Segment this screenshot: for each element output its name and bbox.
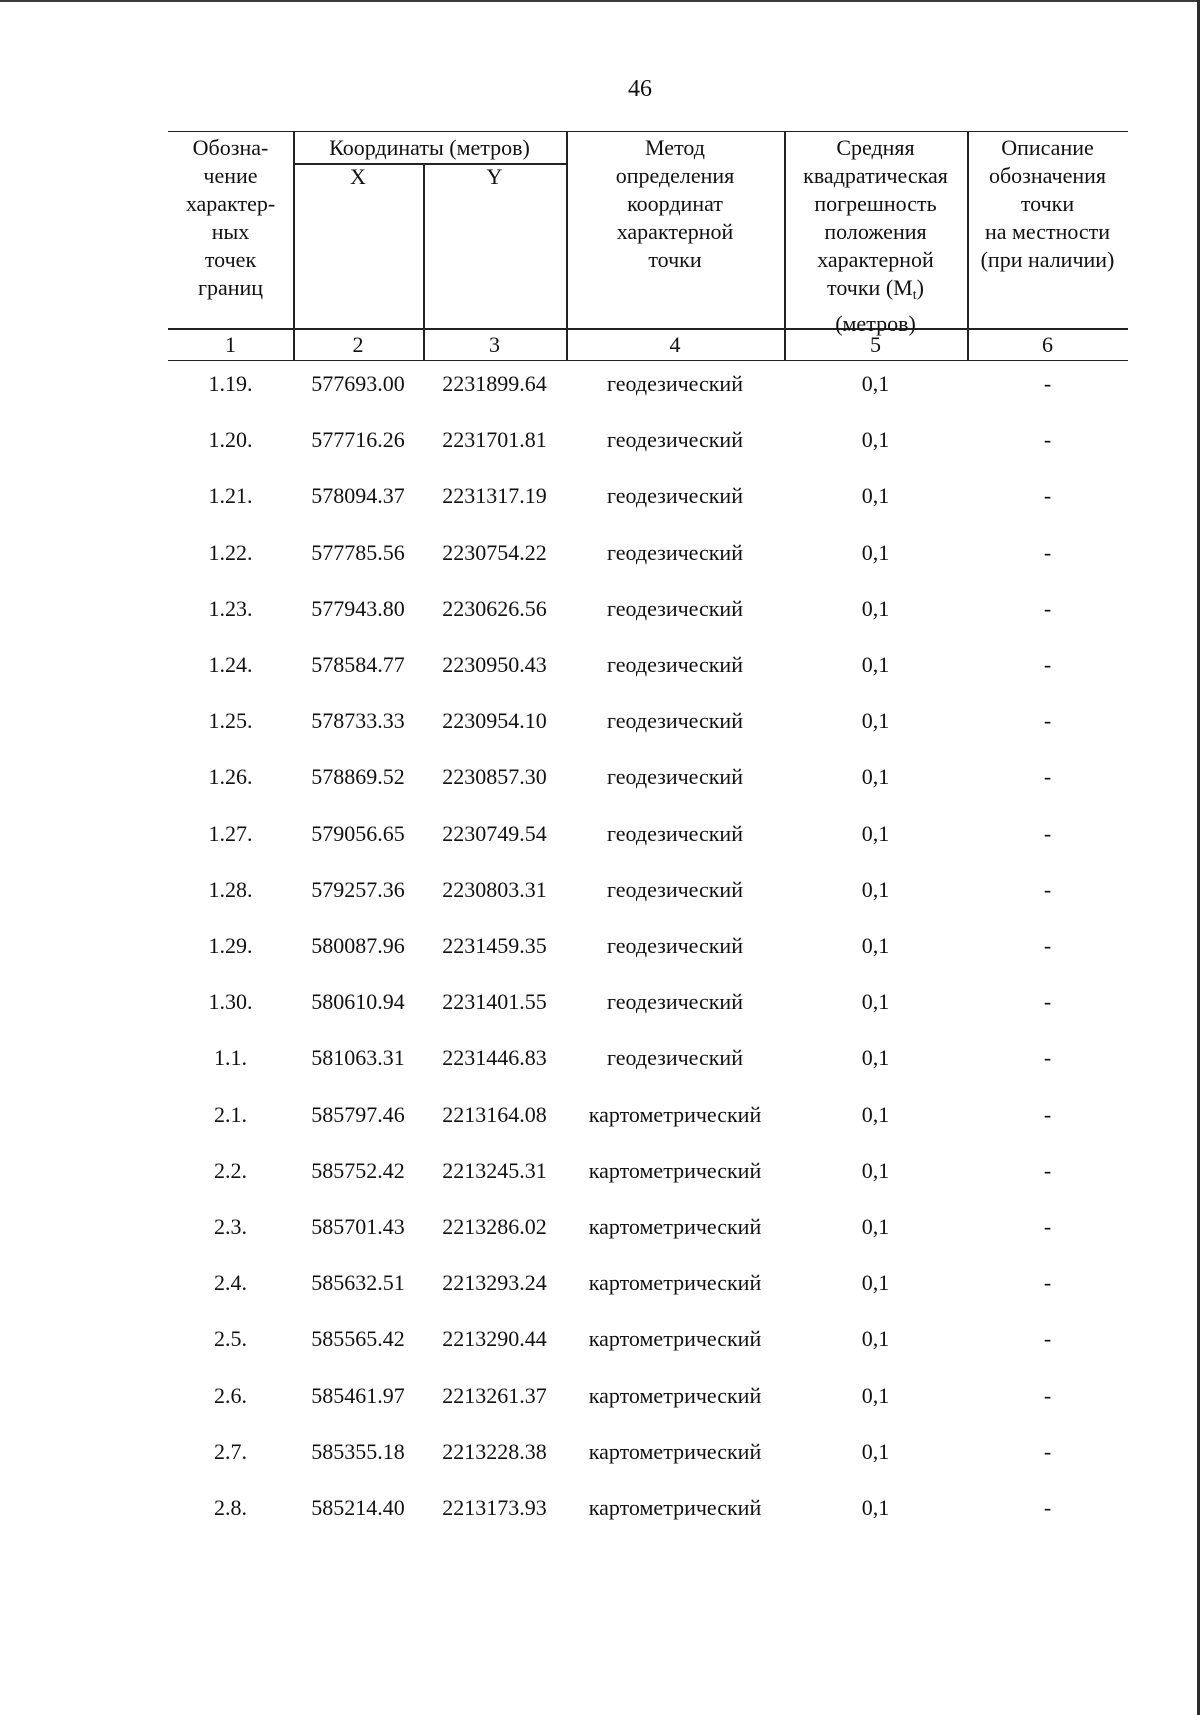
description-cell: - xyxy=(1043,820,1052,846)
point-designation-cell: 2.4. xyxy=(214,1270,247,1296)
method-cell: геодезический xyxy=(607,989,743,1015)
x-coordinate-cell: 585632.51 xyxy=(311,1270,405,1296)
y-coordinate-cell: 2231317.19 xyxy=(442,483,547,509)
header-text: Средняя xyxy=(836,135,915,160)
header-text: Координаты (метров) xyxy=(329,135,530,160)
point-designation-cell: 2.6. xyxy=(214,1382,247,1408)
table-row xyxy=(168,757,1128,797)
description-cell: - xyxy=(1043,652,1052,677)
header-text-part: ) xyxy=(916,275,924,300)
point-designation-cell: 1.26. xyxy=(208,764,253,790)
column-number: 4 xyxy=(669,332,681,357)
error-cell: 0,1 xyxy=(861,483,890,509)
y-coordinate-cell: 2213293.24 xyxy=(442,1270,547,1296)
method-cell: геодезический xyxy=(607,1045,743,1071)
error-cell: 0,1 xyxy=(861,989,890,1015)
header-subscript: t xyxy=(912,288,917,303)
error-cell: 0,1 xyxy=(861,1326,890,1352)
x-coordinate-cell: 577785.56 xyxy=(311,539,405,565)
x-coordinate-cell: 578733.33 xyxy=(311,708,405,734)
description-cell: - xyxy=(1043,933,1052,958)
column-number: 1 xyxy=(225,332,236,357)
point-designation-cell: 1.22. xyxy=(208,539,253,565)
error-cell: 0,1 xyxy=(861,371,890,396)
method-cell: геодезический xyxy=(607,371,743,396)
error-cell: 0,1 xyxy=(861,1270,890,1296)
description-cell: - xyxy=(1043,989,1052,1015)
error-cell: 0,1 xyxy=(861,933,890,958)
header-text: (при наличии) xyxy=(980,247,1115,272)
header-text: Y xyxy=(486,164,503,189)
method-cell: геодезический xyxy=(607,483,743,509)
table-row xyxy=(168,1488,1128,1528)
point-designation-cell: 2.3. xyxy=(214,1214,247,1239)
header-text-part: точки (M xyxy=(827,275,913,300)
header-text: Описание xyxy=(1001,135,1094,160)
column-number: 2 xyxy=(352,332,364,357)
point-designation-cell: 1.30. xyxy=(208,989,253,1015)
x-coordinate-cell: 585214.40 xyxy=(311,1495,405,1520)
point-designation-cell: 1.1. xyxy=(214,1045,247,1071)
header-text: Обозна- xyxy=(192,135,269,160)
method-cell: геодезический xyxy=(607,652,743,677)
header-text: обозначения xyxy=(988,163,1107,188)
y-coordinate-cell: 2231701.81 xyxy=(442,427,547,453)
method-cell: картометрический xyxy=(588,1326,762,1352)
y-coordinate-cell: 2230803.31 xyxy=(442,876,547,902)
table-row xyxy=(168,982,1128,1022)
table-row xyxy=(168,926,1128,966)
description-cell: - xyxy=(1043,1157,1052,1183)
table-row xyxy=(168,1207,1128,1247)
description-cell: - xyxy=(1043,1270,1052,1296)
method-cell: геодезический xyxy=(607,595,743,621)
x-coordinate-cell: 585565.42 xyxy=(311,1326,405,1352)
table-header xyxy=(168,131,1128,361)
method-cell: картометрический xyxy=(588,1495,762,1520)
header-coordinates-group xyxy=(293,132,566,163)
description-cell: - xyxy=(1043,1214,1052,1239)
y-coordinate-cell: 2230754.22 xyxy=(442,539,547,565)
header-x xyxy=(293,161,423,328)
point-designation-cell: 1.23. xyxy=(208,595,253,621)
method-cell: картометрический xyxy=(588,1270,762,1296)
y-coordinate-cell: 2231899.64 xyxy=(442,371,547,396)
error-cell: 0,1 xyxy=(861,1438,890,1464)
error-cell: 0,1 xyxy=(861,1495,890,1520)
point-designation-cell: 1.24. xyxy=(208,652,253,677)
table-row xyxy=(168,1038,1128,1078)
error-cell: 0,1 xyxy=(861,427,890,453)
error-cell: 0,1 xyxy=(861,876,890,902)
y-coordinate-cell: 2213261.37 xyxy=(442,1382,547,1408)
description-cell: - xyxy=(1043,427,1052,453)
header-y xyxy=(423,161,566,328)
header-text: характер- xyxy=(185,191,276,216)
error-cell: 0,1 xyxy=(861,1157,890,1183)
method-cell: геодезический xyxy=(607,708,743,734)
error-cell: 0,1 xyxy=(861,708,890,734)
error-cell: 0,1 xyxy=(861,539,890,565)
header-text: границ xyxy=(197,275,264,300)
x-coordinate-cell: 585355.18 xyxy=(311,1438,405,1464)
description-cell: - xyxy=(1043,1382,1052,1408)
header-text: положения xyxy=(824,219,927,244)
y-coordinate-cell: 2213164.08 xyxy=(442,1101,547,1127)
x-coordinate-cell: 578584.77 xyxy=(311,652,405,677)
page-number-wrapper xyxy=(0,76,1200,103)
method-cell: геодезический xyxy=(607,876,743,902)
point-designation-cell: 2.5. xyxy=(214,1326,247,1352)
method-cell: картометрический xyxy=(588,1382,762,1408)
x-coordinate-cell: 579056.65 xyxy=(311,820,405,846)
header-text: чение xyxy=(203,163,258,188)
table-row xyxy=(168,701,1128,741)
page-number: 46 xyxy=(628,76,652,102)
y-coordinate-cell: 2231401.55 xyxy=(442,989,547,1015)
x-coordinate-cell: 579257.36 xyxy=(311,876,405,902)
y-coordinate-cell: 2230626.56 xyxy=(442,595,547,621)
x-coordinate-cell: 578094.37 xyxy=(311,483,405,509)
description-cell: - xyxy=(1043,595,1052,621)
table-row xyxy=(168,1432,1128,1472)
table-row xyxy=(168,1151,1128,1191)
point-designation-cell: 2.7. xyxy=(214,1438,247,1464)
point-designation-cell: 2.2. xyxy=(214,1157,247,1183)
header-description xyxy=(967,132,1128,328)
error-cell: 0,1 xyxy=(861,1382,890,1408)
table-row xyxy=(168,814,1128,854)
header-text xyxy=(784,274,967,310)
header-text: точки xyxy=(1020,191,1075,216)
method-cell: геодезический xyxy=(607,539,743,565)
error-cell: 0,1 xyxy=(861,652,890,677)
table-row xyxy=(168,364,1128,404)
y-coordinate-cell: 2213245.31 xyxy=(442,1157,547,1183)
x-coordinate-cell: 577716.26 xyxy=(311,427,405,453)
header-method xyxy=(566,132,784,328)
point-designation-cell: 1.27. xyxy=(208,820,253,846)
x-coordinate-cell: 585752.42 xyxy=(311,1157,405,1183)
description-cell: - xyxy=(1043,764,1052,790)
description-cell: - xyxy=(1043,1045,1052,1071)
header-text: точки xyxy=(648,247,702,272)
method-cell: картометрический xyxy=(588,1157,762,1183)
x-coordinate-cell: 580087.96 xyxy=(311,933,405,958)
header-text: характерной xyxy=(616,219,734,244)
x-coordinate-cell: 577693.00 xyxy=(311,371,405,396)
column-number-divider xyxy=(168,328,1128,330)
point-designation-cell: 1.19. xyxy=(208,371,253,396)
x-coordinate-cell: 577943.80 xyxy=(311,595,405,621)
y-coordinate-cell: 2213228.38 xyxy=(442,1438,547,1464)
point-designation-cell: 1.21. xyxy=(208,483,253,509)
table-row xyxy=(168,1095,1128,1135)
header-text: Метод xyxy=(645,135,705,160)
point-designation-cell: 1.28. xyxy=(208,876,253,902)
error-cell: 0,1 xyxy=(861,595,890,621)
header-error xyxy=(784,132,967,336)
method-cell: геодезический xyxy=(607,933,743,958)
table-row xyxy=(168,1376,1128,1416)
header-text: координат xyxy=(627,191,723,216)
method-cell: картометрический xyxy=(588,1214,762,1239)
table-row xyxy=(168,533,1128,573)
table-row xyxy=(168,1263,1128,1303)
y-coordinate-cell: 2230950.43 xyxy=(442,652,547,677)
point-designation-cell: 1.20. xyxy=(208,427,253,453)
table-row xyxy=(168,1319,1128,1359)
header-text: характерной xyxy=(817,247,934,272)
x-coordinate-cell: 585461.97 xyxy=(311,1382,405,1408)
method-cell: геодезический xyxy=(607,764,743,790)
y-coordinate-cell: 2213173.93 xyxy=(442,1495,547,1520)
point-designation-cell: 1.25. xyxy=(208,708,253,734)
y-coordinate-cell: 2230749.54 xyxy=(442,820,547,846)
y-coordinate-cell: 2230857.30 xyxy=(442,764,547,790)
method-cell: картометрический xyxy=(588,1438,762,1464)
error-cell: 0,1 xyxy=(861,820,890,846)
description-cell: - xyxy=(1043,1438,1052,1464)
point-designation-cell: 1.29. xyxy=(208,933,253,958)
x-coordinate-cell: 580610.94 xyxy=(311,989,405,1015)
x-coordinate-cell: 578869.52 xyxy=(311,764,405,790)
point-designation-cell: 2.8. xyxy=(214,1495,247,1520)
description-cell: - xyxy=(1043,876,1052,902)
y-coordinate-cell: 2230954.10 xyxy=(442,708,547,734)
header-text: квадратическая xyxy=(803,163,948,188)
error-cell: 0,1 xyxy=(861,1101,890,1127)
method-cell: геодезический xyxy=(607,820,743,846)
description-cell: - xyxy=(1043,539,1052,565)
header-point-designation xyxy=(168,132,293,328)
y-coordinate-cell: 2213290.44 xyxy=(442,1326,547,1352)
x-coordinate-cell: 585797.46 xyxy=(311,1101,405,1127)
header-text: определения xyxy=(615,163,735,188)
header-text: (метров) xyxy=(835,311,916,336)
table-row xyxy=(168,420,1128,460)
x-coordinate-cell: 585701.43 xyxy=(311,1214,405,1239)
header-text: X xyxy=(350,164,366,189)
x-coordinate-cell: 581063.31 xyxy=(311,1045,405,1071)
header-text: ных xyxy=(211,219,250,244)
description-cell: - xyxy=(1043,371,1052,396)
description-cell: - xyxy=(1043,1495,1052,1520)
description-cell: - xyxy=(1043,708,1052,734)
error-cell: 0,1 xyxy=(861,764,890,790)
error-cell: 0,1 xyxy=(861,1214,890,1239)
header-text: точек xyxy=(204,247,257,272)
column-number: 3 xyxy=(489,332,500,357)
description-cell: - xyxy=(1043,1101,1052,1127)
header-text: погрешность xyxy=(814,191,937,216)
table-row xyxy=(168,870,1128,910)
y-coordinate-cell: 2231459.35 xyxy=(442,933,547,958)
table-row xyxy=(168,589,1128,629)
column-number: 5 xyxy=(870,332,881,357)
method-cell: геодезический xyxy=(607,427,743,453)
description-cell: - xyxy=(1043,483,1052,509)
y-coordinate-cell: 2213286.02 xyxy=(442,1214,547,1239)
y-coordinate-cell: 2231446.83 xyxy=(442,1045,547,1071)
description-cell: - xyxy=(1043,1326,1052,1352)
table-row xyxy=(168,645,1128,685)
error-cell: 0,1 xyxy=(861,1045,890,1071)
point-designation-cell: 2.1. xyxy=(214,1101,247,1127)
header-text: на местности xyxy=(984,219,1111,244)
table-row xyxy=(168,476,1128,516)
column-number: 6 xyxy=(1042,332,1053,357)
method-cell: картометрический xyxy=(588,1101,762,1127)
scan-edge-top xyxy=(0,0,1200,2)
